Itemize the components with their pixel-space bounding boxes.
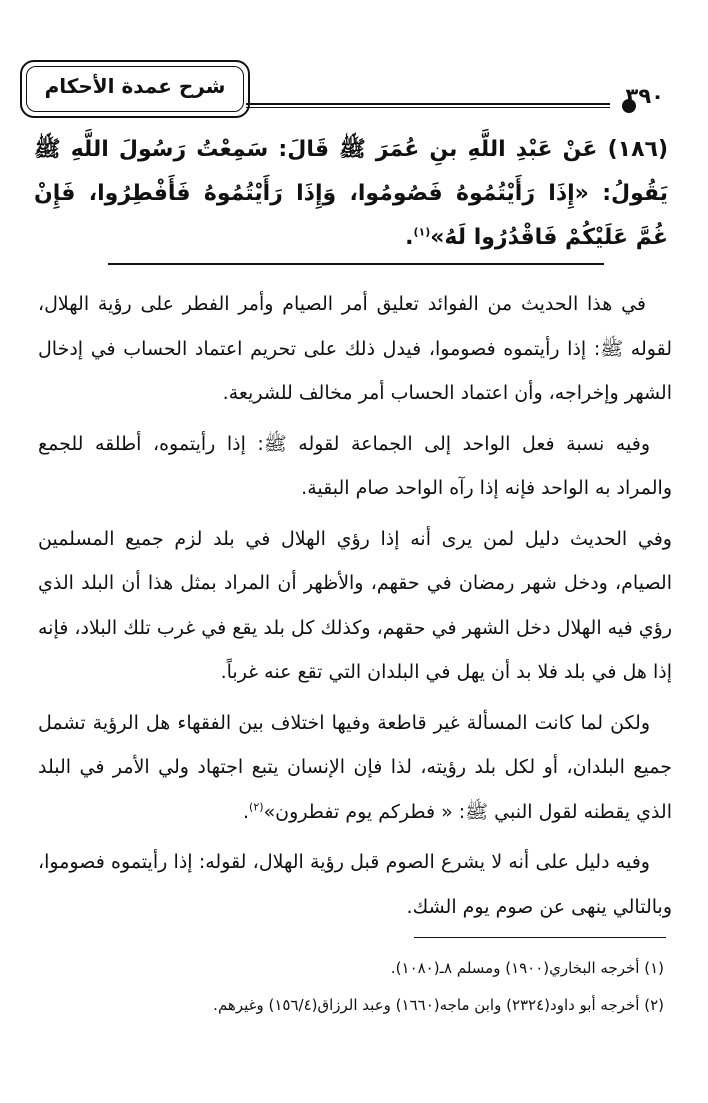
book-title-frame bbox=[20, 60, 250, 118]
footnote-rule bbox=[414, 937, 666, 938]
page-header bbox=[14, 56, 694, 126]
hadith-divider bbox=[108, 263, 604, 265]
page-number: ٣٩٠ bbox=[625, 84, 664, 108]
commentary bbox=[38, 282, 672, 935]
header-rule bbox=[246, 103, 610, 108]
footnotes bbox=[36, 950, 664, 1024]
hadith-body: عَنْ عَبْدِ اللَّهِ بنِ عُمَرَ ﷺ قَالَ: سَمِعْتُ رَسُولَ اللَّهِ ﷺ يَقُولُ: «إِذَا رَأَيْتُمُوهُ فَصُومُوا، وَإِذَا رَأَيْتُمُوهُ فَأَفْطِرُوا، فَإِنْ غُمَّ عَلَيْكُمْ فَاقْدُرُوا لَهُ» bbox=[34, 137, 668, 250]
book-title: شرح عمدة الأحكام bbox=[44, 74, 226, 98]
footnote-ref-1: (١) bbox=[413, 225, 431, 239]
paragraph-4 bbox=[38, 701, 672, 835]
paragraph-3: وفي الحديث دليل لمن يرى أنه إذا رؤي الهلال في بلد لزم جميع المسلمين الصيام، ودخل شهر رمضان في حقهم، والأظهر أن المراد بمثل هذا أن البلد الذي رؤي فيه الهلال دخل الشهر في حقهم، وكذلك كل بلد يقع في غرب تلك البلاد، فإنه إذا هل في بلد فلا بد أن يهل في البلدان التي تقع عنه غرباً. bbox=[38, 527, 672, 683]
footnote-ref-2: (٢) bbox=[249, 800, 264, 814]
paragraph-5: وفيه دليل على أنه لا يشرع الصوم قبل رؤية الهلال، لقوله: إذا رأيتموه فصوموا، وبالتالي ينهى عن صوم يوم الشك. bbox=[38, 851, 672, 918]
footnote-2: (٢) أخرجه أبو داود(٢٣٢٤) وابن ماجه(١٦٦٠) وعبد الرزاق(١٥٦/٤) وغيرهم. bbox=[213, 996, 664, 1014]
hadith-text bbox=[34, 128, 668, 260]
hadith-number: (١٨٦) bbox=[607, 137, 668, 162]
paragraph-4-text: ولكن لما كانت المسألة غير قاطعة وفيها اختلاف بين الفقهاء هل الرؤية تشمل جميع البلدان، أو لكل بلد رؤيته، لذا فإن الإنسان يتبع اجتهاد ولي الأمر في البلد الذي يقطنه لقول النبي ﷺ: « فطركم يوم تفطرون» bbox=[38, 711, 672, 823]
footnote-1: (١) أخرجه البخاري(١٩٠٠) ومسلم ٨ـ(١٠٨٠). bbox=[390, 959, 664, 977]
paragraph-1: في هذا الحديث من الفوائد تعليق أمر الصيام وأمر الفطر على رؤية الهلال، لقوله ﷺ: إذا رأيتموه فصوموا، فيدل ذلك على تحريم اعتماد الحساب في إدخال الشهر وإخراجه، وأن اعتماد الحساب أمر مخالف للشريعة. bbox=[38, 293, 672, 404]
paragraph-4-end: . bbox=[243, 800, 250, 823]
hadith-end: . bbox=[405, 225, 414, 250]
paragraph-2: وفيه نسبة فعل الواحد إلى الجماعة لقوله ﷺ: إذا رأيتموه، أطلقه للجمع والمراد به الواحد فإنه إذا رآه الواحد صام البقية. bbox=[38, 432, 672, 499]
